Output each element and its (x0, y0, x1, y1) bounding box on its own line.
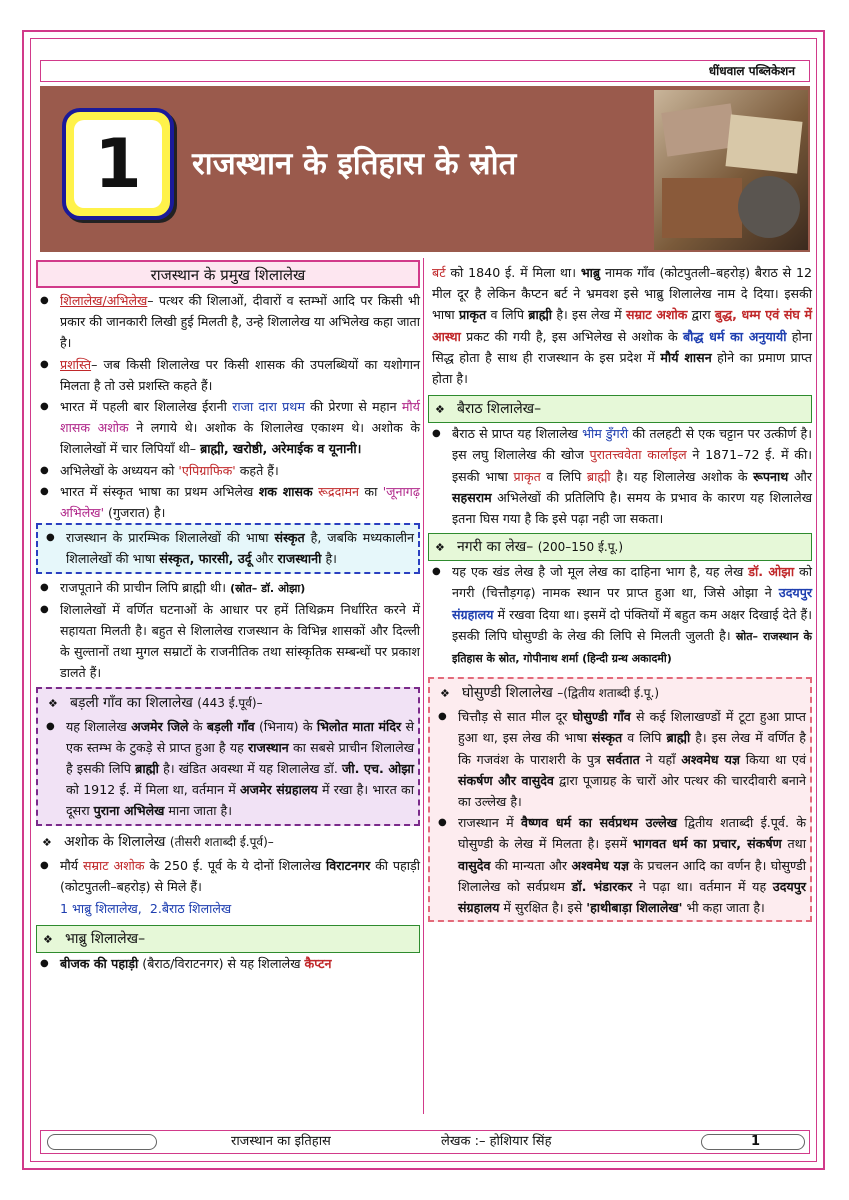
page-number: 1 (751, 1134, 761, 1149)
list-item: ● शिलालेखों में वर्णित घटनाओं के आधार पर हमें तिथिक्रम निर्धारित करने में सहायता मिलती है। बहुत से शिलालेख राजस्थान के विभिन्न शासकों और दिल्ली के सुल्तानों तथा मुगल सम्राटों के राजनीतिक तथा सांस्कृतिक सम्बन्धों पर प्रकाश डालते हैं। (36, 599, 420, 684)
ghosundi-box (428, 677, 812, 922)
ashok-heading: ❖ अशोक के शिलालेख (तीसरी शताब्दी ई.पूर्व)– (42, 833, 274, 850)
ashok-list (36, 855, 420, 897)
list-item: ● राजस्थान के प्रारम्भिक शिलालेखों की भाषा संस्कृत है, जबकि मध्यकालीन शिलालेखों की भाषा संस्कृत, फारसी, उर्दू और राजस्थानी है। (42, 527, 414, 569)
list-item: ● शिलालेख/अभिलेख– पत्थर की शिलाओं, दीवारों व स्तम्भों आदि पर किसी भी प्रकार की जानकारी लिखी हुई मिलती है, उन्हे शिलालेख या अभिलेख कहा जाता है। (36, 290, 420, 354)
list-item: ● भारत में संस्कृत भाषा का प्रथम अभिलेख शक शासक रूद्रदामन का 'जूनागढ़ अभिलेख' (गुजरात) है। (36, 481, 420, 523)
inscription-photo (654, 90, 808, 250)
column-divider (423, 258, 424, 1114)
list-item: ● अभिलेखों के अध्ययन को 'एपिग्राफिक' कहते हैं। (36, 460, 420, 481)
nagri-heading: ❖ नगरी का लेख– (200–150 ई.पू.) (428, 533, 812, 561)
footer-author: लेखक :– होशियार सिंह (441, 1134, 552, 1149)
bhabru-heading: ❖ भाब्रु शिलालेख– (36, 925, 420, 953)
list-item: ● राजस्थान में वैष्णव धर्म का सर्वप्रथम उल्लेख द्वितीय शताब्दी ई.पूर्व. के घोसुण्डी के लेख में मिलता है। इसमें भागवत धर्म का प्रचार, संकर्षण तथा वासुदेव की मान्यता और अश्वमेध यज्ञ के प्रचलन आदि का वर्णन है। घोसुण्डी शिलालेख को सर्वप्रथम डॉ. भंडारकर ने पढ़ा था। वर्तमान में यह उदयपुर संग्रहालय में सुरक्षित है। इसे 'हाथीबाड़ा शिलालेख' भी कहा जाता है। (434, 812, 806, 918)
bairath-list (428, 423, 812, 529)
chapter-header (40, 86, 810, 252)
footer-book-title: राजस्थान का इतिहास (231, 1134, 331, 1149)
badli-heading: ❖ बड़ली गाँव का शिलालेख (443 ई.पूर्व)– (48, 694, 263, 711)
left-column (36, 260, 420, 974)
publisher-label: धींधवाल पब्लिकेशन (40, 60, 810, 82)
bairath-heading: ❖ बैराठ शिलालेख– (428, 395, 812, 423)
footer-pill-left (47, 1134, 157, 1150)
list-item: ● भारत में पहली बार शिलालेख ईरानी राजा दारा प्रथम की प्रेरणा से महान मौर्य शासक अशोक ने लगाये थे। अशोक के शिलालेख एकाश्म थे। अशोक के शिलालेखों में चार लिपियाँ थी– ब्राह्मी, खरोष्ठी, अरेमाईक व यूनानी। (36, 396, 420, 460)
language-note-box (36, 523, 420, 573)
list-item: ● बीजक की पहाड़ी (बैराठ/विराटनगर) से यह शिलालेख कैप्टन (36, 953, 420, 974)
bhabru-continued: बर्ट को 1840 ई. में मिला था। भाब्रु नामक गाँव (कोटपुतली–बहरोड़) बैराठ से 12 मील दूर है लेकिन कैप्टन बर्ट ने भ्रमवश इसे भाब्रु शिलालेख नाम दे दिया। इसकी भाषा प्राकृत व लिपि ब्राह्मी है। इस लेख में सम्राट अशोक द्वारा बुद्ध, धम्म एवं संघ में आस्था प्रकट की गयी है, इस अभिलेख से अशोक के बौद्ध धर्म का अनुयायी होना सिद्ध होता है साथ ही राजस्थान के इस प्रदेश में मौर्य शासन होने का प्रमाण प्राप्त होता है। (432, 265, 813, 387)
intro-list (36, 290, 420, 523)
chapter-number-badge (62, 108, 174, 220)
list-item: ● चित्तौड़ से सात मील दूर घोसुण्डी गाँव से कई शिलाखण्डों में टूटा हुआ प्राप्त हुआ था, इस लेख की भाषा संस्कृत व लिपि ब्राह्मी है। इस लेख में वर्णित है कि गजवंश के पाराशरी के पुत्र सर्वतात ने यहाँ अश्वमेध यज्ञ किया था एवं संकर्षण और वासुदेव द्वारा पूजाग्रह के चारों ओर पत्थर की चारदीवारी बनाने का उल्लेख है। (434, 706, 806, 812)
ashok-sublist: 1 भाब्रु शिलालेख, 2.बैराठ शिलालेख (60, 901, 232, 917)
list-item: ● बैराठ से प्राप्त यह शिलालेख भीम डुँगरी की तलहटी से एक चट्टान पर उत्कीर्ण है। इस लघु शिलालेख की खोज पुरातत्त्ववेता कार्लाइल ने 1871–72 ई. में की। इसकी भाषा प्राकृत व लिपि ब्राह्मी है। यह शिलालेख अशोक के रूपनाथ और सहसराम अभिलेखों की प्रतिलिपि है। समय के प्रभाव के कारण यह शिलालेख इतना घिस गया है कि इसे पढ़ा नही जा सकता। (428, 423, 812, 529)
chapter-number: 1 (74, 120, 162, 208)
right-column (428, 262, 812, 922)
nagri-list (428, 561, 812, 669)
notes-list (36, 577, 420, 684)
list-item: ● यह शिलालेख अजमेर जिले के बड़ली गाँव (भिनाय) के भिलोत माता मंदिर से एक स्तम्भ के टुकड़े से प्राप्त हुआ है यह राजस्थान का सबसे प्राचीन शिलालेख है इसकी लिपि ब्राह्मी है। खंडित अवस्था में यह शिलालेख डॉ. जी. एच. ओझा को 1912 ई. में मिला था, वर्तमान में अजमेर संग्रहालय में रखा है। भारत का दूसरा पुराना अभिलेख माना जाता है। (42, 716, 414, 822)
list-item: ● प्रशस्ति– जब किसी शिलालेख पर किसी शासक की उपलब्धियों का यशोगान मिलता है तो उसे प्रशस्ति कहते हैं। (36, 354, 420, 396)
badli-box (36, 687, 420, 826)
bhabru-list (36, 953, 420, 974)
section-title: राजस्थान के प्रमुख शिलालेख (36, 260, 420, 288)
list-item: ● मौर्य सम्राट अशोक के 250 ई. पूर्व के ये दोनों शिलालेख विराटनगर की पहाड़ी (कोटपुतली–बहरोड़) से मिले हैं। (36, 855, 420, 897)
ghosundi-heading: ❖ घोसुण्डी शिलालेख –(द्वितीय शताब्दी ई.पू.) (440, 685, 660, 702)
chapter-title: राजस्थान के इतिहास के स्रोत (192, 146, 517, 182)
page-footer (40, 1130, 810, 1154)
list-item: ● राजपूताने की प्राचीन लिपि ब्राह्मी थी। (स्रोत– डॉ. ओझा) (36, 577, 420, 599)
list-item: ● यह एक खंड लेख है जो मूल लेख का दाहिना भाग है, यह लेख डॉ. ओझा को नगरी (चित्तौड़गढ़) नामक स्थान पर प्राप्त हुआ था, जिसे ओझा ने उदयपुर संग्रहालय में रखवा दिया था। इसमें दो पंक्तियों में बहुत कम अक्षर दिखाई देते हैं। इसकी लिपि घोसुण्डी के लेख की लिपि से मिलती जुलती है। स्रोत– राजस्थान के इतिहास के स्रोत, गोपीनाथ शर्मा (हिन्दी ग्रन्थ अकादमी) (428, 561, 812, 669)
